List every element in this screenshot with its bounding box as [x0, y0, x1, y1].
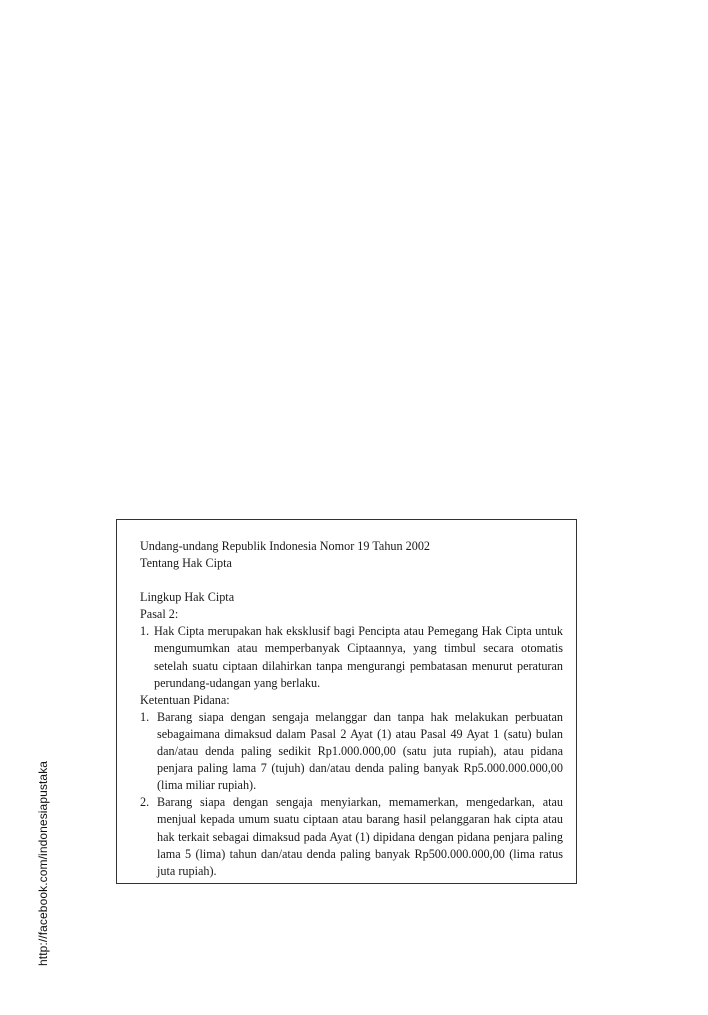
penalty-heading: Ketentuan Pidana: [140, 692, 230, 707]
penalty-item-number: 1. [140, 709, 150, 724]
penalty-item [140, 709, 563, 794]
side-url-watermark: http://facebook.com/indonesiapustaka [36, 760, 50, 966]
scope-heading: Lingkup Hak Cipta [140, 590, 235, 605]
penalty-item-text: Barang siapa dengan sengaja menyiarkan, memamerkan, mengedarkan, atau menjual kepada umum suatu ciptaan atau barang hasil pelanggaran hak cipta atau hak terkait sebagai dimaksud pada Ayat (1) dipidana dengan pidana penjara paling lama 5 (lima) tahun dan/atau denda paling banyak Rp500.000.000,00 (lima ratus juta rupiah). [157, 795, 563, 878]
penalty-item-text: Barang siapa dengan sengaja melanggar dan tanpa hak melakukan perbuatan sebagaimana dimaksud dalam Pasal 2 Ayat (1) atau Pasal 49 Ayat 1 (satu) bulan dan/atau denda paling sedikit Rp1.000.000,00 (satu juta rupiah), atau pidana penjara paling lama 7 (tujuh) dan/atau denda paling banyak Rp5.000.000.000,00 (lima miliar rupiah). [157, 709, 563, 793]
scope-item-number: 1. [140, 624, 150, 639]
penalty-item-number: 2. [140, 795, 150, 810]
scope-item [140, 623, 563, 691]
law-subtitle: Tentang Hak Cipta [140, 556, 232, 571]
penalty-item [140, 794, 563, 879]
scope-item-text: Hak Cipta merupakan hak eksklusif bagi Pencipta atau Pemegang Hak Cipta untuk mengumumkan atau memperbanyak Ciptaannya, yang timbul secara otomatis setelah suatu ciptaan dilahirkan tanpa mengurangi pembatasan menurut peraturan perundang-udangan yang berlaku. [154, 624, 563, 690]
copyright-notice-content [140, 538, 563, 880]
article-label: Pasal 2: [140, 607, 179, 622]
spacer [140, 572, 563, 589]
law-title: Undang-undang Republik Indonesia Nomor 19 Tahun 2002 [140, 539, 431, 553]
